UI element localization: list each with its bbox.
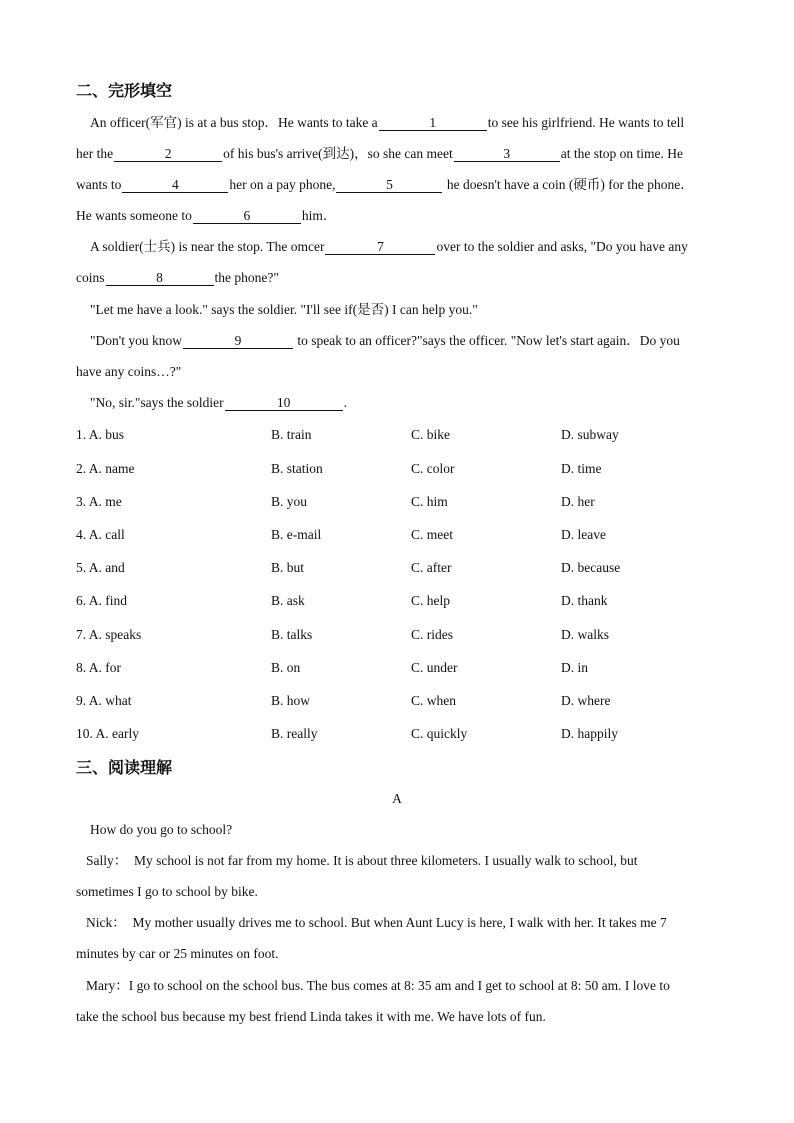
- passage-text: to speak to an officer?"says the officer. "Now let's start again．Do you: [297, 333, 680, 348]
- reading-nick-line-2: minutes by car or 25 minutes on foot.: [76, 946, 279, 961]
- passage-text: wants to: [76, 177, 122, 192]
- passage-line-6: [76, 269, 726, 287]
- question-9-option-c: C. when: [411, 693, 456, 708]
- question-6-option-a: 6. A. find: [76, 593, 128, 608]
- section-title-reading: 三、阅读理解: [76, 758, 173, 777]
- passage-line-3: [76, 176, 726, 194]
- passage-text: her on a pay phone,: [229, 177, 336, 192]
- question-1-option-a: 1. A. bus: [76, 427, 125, 442]
- question-4-option-a: 4. A. call: [76, 527, 125, 542]
- reading-mary-line-1: Mary：I go to school on the school bus. The bus comes at 8: 35 am and I get to school at 8: 50 am. I love to: [86, 978, 670, 993]
- reading-sally-line-2: sometimes I go to school by bike.: [76, 884, 258, 899]
- question-6-option-b: B. ask: [271, 593, 305, 608]
- question-5-option-d: D. because: [561, 560, 621, 575]
- question-10-option-b: B. really: [271, 726, 318, 741]
- question-7-option-c: C. rides: [411, 627, 453, 642]
- passage-text: "Don't you know: [90, 333, 182, 348]
- passage-text: the phone?": [214, 270, 279, 285]
- passage-line-2: [76, 145, 726, 163]
- question-5-option-c: C. after: [411, 560, 452, 575]
- reading-sally-line-1: Sally： My school is not far from my home. It is about three kilometers. I usually walk to school, but: [86, 853, 638, 868]
- passage-text: have any coins…?": [76, 364, 182, 379]
- question-3-option-d: D. her: [561, 494, 595, 509]
- question-8-option-b: B. on: [271, 660, 301, 675]
- question-4-option-d: D. leave: [561, 527, 606, 542]
- question-2-option-a: 2. A. name: [76, 461, 135, 476]
- passage-text: A soldier(士兵) is near the stop. The omcer: [90, 239, 325, 254]
- question-5-option-b: B. but: [271, 560, 305, 575]
- question-4-option-c: C. meet: [411, 527, 453, 542]
- blank-2: 2: [114, 146, 222, 162]
- question-8-option-a: 8. A. for: [76, 660, 122, 675]
- passage-line-1: [76, 114, 740, 132]
- question-1-option-b: B. train: [271, 427, 312, 442]
- question-8-option-c: C. under: [411, 660, 458, 675]
- blank-8: 8: [106, 270, 214, 286]
- blank-3: 3: [454, 146, 560, 162]
- passage-line-10: [76, 394, 740, 412]
- question-7-option-a: 7. A. speaks: [76, 627, 142, 642]
- passage-line-8: [76, 332, 740, 350]
- question-3-option-c: C. him: [411, 494, 448, 509]
- passage-line-7: [76, 301, 740, 319]
- passage-line-4: [76, 207, 726, 225]
- reading-question: How do you go to school?: [90, 822, 233, 837]
- question-1-option-c: C. bike: [411, 427, 450, 442]
- question-9-option-a: 9. A. what: [76, 693, 132, 708]
- passage-text: at the stop on time. He: [560, 146, 683, 161]
- passage-text: .: [343, 395, 348, 410]
- question-9-option-b: B. how: [271, 693, 311, 708]
- question-10-option-a: 10. A. early: [76, 726, 139, 741]
- question-8-option-d: D. in: [561, 660, 588, 675]
- passage-line-5: [76, 238, 740, 256]
- blank-6: 6: [193, 208, 301, 224]
- passage-label: A: [392, 791, 402, 806]
- passage-line-9: [76, 363, 726, 381]
- question-7-option-b: B. talks: [271, 627, 313, 642]
- passage-text: "Let me have a look." says the soldier. "I'll see if(是否) I can help you.": [90, 302, 478, 317]
- question-10-option-c: C. quickly: [411, 726, 468, 741]
- blank-1: 1: [379, 115, 487, 131]
- passage-text: to see his girlfriend. He wants to tell: [487, 115, 685, 130]
- passage-text: coins: [76, 270, 105, 285]
- passage-text: "No, sir."says the soldier: [90, 395, 224, 410]
- question-6-option-c: C. help: [411, 593, 450, 608]
- blank-5: 5: [336, 177, 442, 193]
- question-9-option-d: D. where: [561, 693, 611, 708]
- passage-text: He wants someone to: [76, 208, 192, 223]
- question-6-option-d: D. thank: [561, 593, 608, 608]
- passage-text: over to the soldier and asks, "Do you have any: [436, 239, 688, 254]
- passage-text: her the: [76, 146, 114, 161]
- reading-mary-line-2: take the school bus because my best friend Linda takes it with me. We have lots of fun.: [76, 1009, 546, 1024]
- question-3-option-a: 3. A. me: [76, 494, 122, 509]
- blank-7: 7: [325, 239, 435, 255]
- question-3-option-b: B. you: [271, 494, 308, 509]
- passage-text: An officer(军官) is at a bus stop．He wants to take a: [90, 115, 378, 130]
- question-5-option-a: 5. A. and: [76, 560, 125, 575]
- question-2-option-c: C. color: [411, 461, 455, 476]
- question-4-option-b: B. e-mail: [271, 527, 322, 542]
- passage-text: of his bus's arrive(到达)，so she can meet: [223, 146, 453, 161]
- question-2-option-d: D. time: [561, 461, 602, 476]
- question-2-option-b: B. station: [271, 461, 323, 476]
- passage-text: him．: [301, 208, 337, 223]
- blank-10: 10: [225, 395, 343, 411]
- question-1-option-d: D. subway: [561, 427, 619, 442]
- question-7-option-d: D. walks: [561, 627, 609, 642]
- passage-text: he doesn't have a coin (硬币) for the phone．: [446, 177, 694, 192]
- blank-9: 9: [183, 333, 293, 349]
- section-title-cloze: 二、完形填空: [76, 81, 173, 100]
- question-10-option-d: D. happily: [561, 726, 618, 741]
- reading-nick-line-1: Nick： My mother usually drives me to school. But when Aunt Lucy is here, I walk with her. It takes me 7: [86, 915, 667, 930]
- blank-4: 4: [122, 177, 228, 193]
